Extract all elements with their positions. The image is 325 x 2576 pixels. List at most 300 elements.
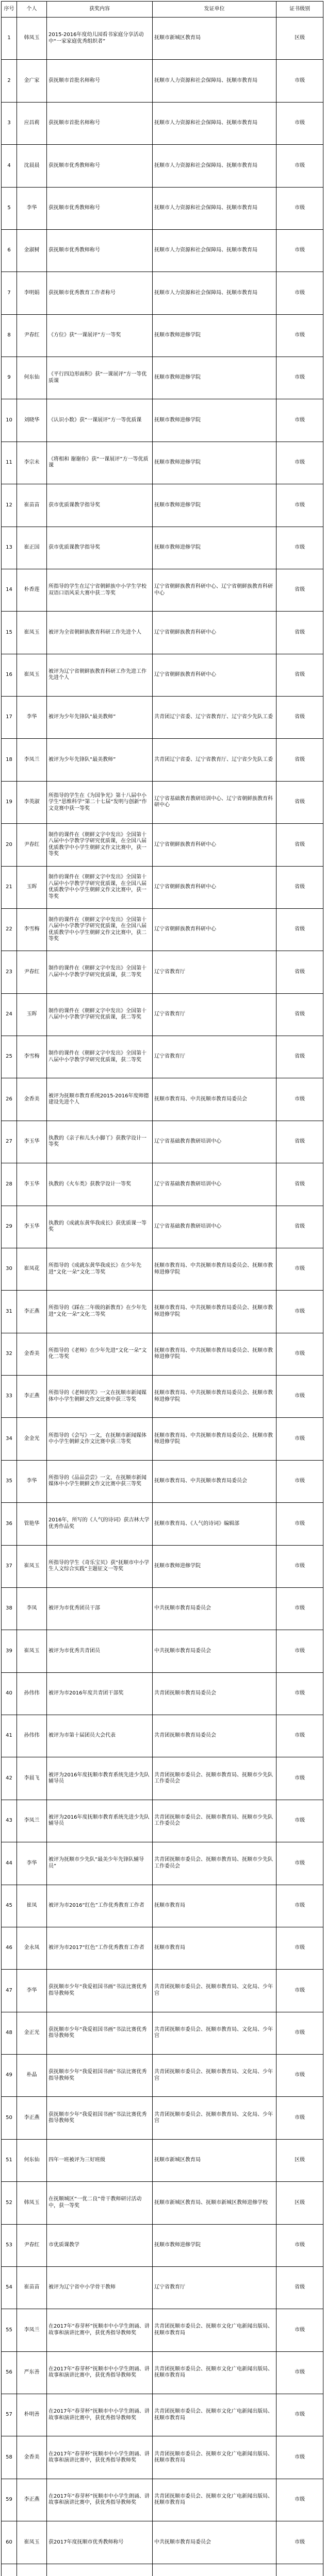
header-cell-no: 序号 — [2, 2, 17, 18]
cell-award: 制作的课件在《朝鲜文字中发出》全国第十八届中小学教学学研究优质课，获二等奖 — [47, 993, 153, 1036]
cell-no: 23 — [2, 951, 17, 993]
cell-name: 崔凤花 — [17, 1248, 47, 1290]
cell-issuer: 抚顺市新城区教育局 — [153, 2139, 277, 2181]
cell-issuer: 抚顺市人力资源和社会保障局、抚顺市教育局 — [153, 187, 277, 229]
table-body — [2, 18, 323, 2576]
cell-name: 朴晶 — [17, 2055, 47, 2097]
cell-level: 省级 — [277, 1036, 323, 1078]
cell-name: 崔凤玉 — [17, 2521, 47, 2564]
cell-award: 被评为少年先锋队“最美教师” — [47, 739, 153, 781]
table-row — [2, 951, 323, 993]
cell-no: 6 — [2, 229, 17, 272]
table-row — [2, 2182, 323, 2224]
table-row — [2, 442, 323, 484]
cell-award: 获抚顺市少年“我爱祖国书画”书法比赛优秀指导教师奖 — [47, 1970, 153, 2012]
table-row — [2, 654, 323, 696]
cell-name: 孙伟伟 — [17, 1672, 47, 1715]
cell-level: 省级 — [277, 697, 323, 739]
cell-issuer: 共青团抚顺市委员会、抚顺市教育局、文化局、少年宫 — [153, 1970, 277, 2012]
cell-issuer: 抚顺市教育局、中共抚顺市教育局委员会、抚顺市教师进修学院 — [153, 1248, 277, 1290]
cell-issuer: 共青团抚顺市教育局委员会 — [153, 1672, 277, 1715]
cell-award: 获抚顺市首批名师称号 — [47, 102, 153, 144]
table-row — [2, 2139, 323, 2181]
cell-issuer: 抚顺市教师进修学院 — [153, 357, 277, 399]
cell-no: 13 — [2, 527, 17, 569]
cell-award: 所指导的学生在辽宁省朝鲜族中小学生学校双语口语风采大赛中获二等奖 — [47, 569, 153, 611]
cell-name: 管艳华 — [17, 1503, 47, 1545]
cell-no: 14 — [2, 569, 17, 611]
cell-level: 市级 — [277, 145, 323, 187]
cell-name: 李凤兰 — [17, 1800, 47, 1842]
cell-no: 34 — [2, 1418, 17, 1460]
cell-award: 被评为市优秀共青团员 — [47, 1630, 153, 1672]
cell-level: 省级 — [277, 951, 323, 993]
header-cell-level: 证书级别 — [277, 2, 323, 18]
table-row — [2, 1333, 323, 1375]
cell-name: 李正燕 — [17, 1376, 47, 1418]
cell-issuer: 中共抚顺市教育局委员会 — [153, 1587, 277, 1630]
table-row — [2, 739, 323, 781]
cell-level: 市级 — [277, 2055, 323, 2097]
cell-issuer: 抚顺市教育局、中共抚顺市教育局委员会、抚顺市教师进修学院 — [153, 1376, 277, 1418]
table-row — [2, 1587, 323, 1630]
cell-level: 市级 — [277, 2521, 323, 2564]
cell-award: 执教的《亲子和儿头小脚丫》获教学设计一等奖 — [47, 1121, 153, 1163]
cell-name: 李宗未 — [17, 442, 47, 484]
cell-name: 严东善 — [17, 2351, 47, 2394]
cell-level: 省级 — [277, 739, 323, 781]
cell-award: 在2017年“春芽杯”抚顺市中小学生朗诵、讲故事和演讲比赛中，获优秀指导教师奖 — [47, 2351, 153, 2394]
table-row — [2, 2351, 323, 2394]
cell-issuer: 共青团抚顺市委员会、抚顺市文化广电新闻出版局、抚顺市教育局 — [153, 2351, 277, 2394]
table-row — [2, 1036, 323, 1078]
cell-issuer: 抚顺市人力资源和社会保障局、抚顺市教育局 — [153, 272, 277, 314]
cell-no: 28 — [2, 1163, 17, 1206]
cell-issuer: 辽宁省教育厅 — [153, 951, 277, 993]
table-row — [2, 1248, 323, 1290]
cell-level: 市级 — [277, 1757, 323, 1800]
cell-issuer: 抚顺市教师进修学院 — [153, 484, 277, 527]
cell-no: 4 — [2, 145, 17, 187]
cell-level: 市级 — [277, 1715, 323, 1757]
cell-issuer: 共青团抚顺市委员会、抚顺市文化广电新闻出版局、抚顺市教育局 — [153, 2479, 277, 2521]
cell-name: 金永凤 — [17, 1927, 47, 1969]
cell-no: 50 — [2, 2097, 17, 2139]
cell-name: 李玉华 — [17, 1206, 47, 1248]
cell-award: 被评为2016年度抚顺市教育系统先进少先队辅导员 — [47, 1800, 153, 1842]
cell-award: 被评为市第十届团员大会代表 — [47, 1715, 153, 1757]
table-row — [2, 908, 323, 951]
table-row — [2, 824, 323, 866]
table-row — [2, 2224, 323, 2266]
cell-issuer: 共青团抚顺市委员会、抚顺市教育局、抚顺市少先队工作委员会 — [153, 1842, 277, 1885]
cell-no: 3 — [2, 102, 17, 144]
table-row — [2, 1291, 323, 1333]
cell-award: 所指导的《踩在二年级的新教育》在少年先进“文化一朵”文化二等奖 — [47, 1291, 153, 1333]
cell-award: 被评为抚顺市教育系统2015-2016年度师德建设先进个人 — [47, 1078, 153, 1121]
cell-award: 在抚顺城区“一优二良”骨干教师研讨活动中，获一等奖 — [47, 2182, 153, 2224]
cell-award: 获抚顺市优秀教师称号 — [47, 229, 153, 272]
table-row — [2, 1503, 323, 1545]
cell-name: 玉晖 — [17, 993, 47, 1036]
cell-issuer: 抚顺市教师进修学院 — [153, 1545, 277, 1587]
cell-name: 李凤兰 — [17, 2309, 47, 2351]
cell-no: 2 — [2, 60, 17, 102]
cell-award: 被评为少年先锋队“最美教师” — [47, 697, 153, 739]
cell-issuer: 共青团辽宁省委、辽宁省教育厅、辽宁省少先队工委 — [153, 697, 277, 739]
cell-issuer: 抚顺市教育局、中共抚顺市教育局委员会、抚顺市教师进修学院 — [153, 1418, 277, 1460]
cell-issuer: 辽宁省朝鲜族教育科研中心 — [153, 654, 277, 696]
cell-issuer: 中共抚顺市教育局委员会 — [153, 2521, 277, 2564]
cell-award: 所指导的《会写》一文，在抚顺市新闻媒体中小学生朝鲜文作文比赛中获三等奖 — [47, 1418, 153, 1460]
cell-name: 李英淑 — [17, 781, 47, 823]
cell-name: 金正光 — [17, 2012, 47, 2054]
cell-level: 省级 — [277, 612, 323, 654]
cell-no: 31 — [2, 1291, 17, 1333]
cell-no: 45 — [2, 1885, 17, 1927]
cell-award: 所指导的《老师的笑》一文在抚顺市新闻媒体中小学生朝鲜文作文比赛中获三等奖 — [47, 1376, 153, 1418]
table-row — [2, 484, 323, 527]
cell-no: 22 — [2, 908, 17, 951]
cell-name: 韩凤玉 — [17, 2182, 47, 2224]
table-row — [2, 2564, 323, 2576]
table-row — [2, 2012, 323, 2054]
cell-issuer — [153, 2564, 277, 2576]
table-row — [2, 1078, 323, 1121]
cell-level: 市级 — [277, 2436, 323, 2479]
cell-issuer: 共青团抚顺市委员会、抚顺市教育局、抚顺市少先队工作委员会 — [153, 1800, 277, 1842]
cell-name: 李正燕 — [17, 2097, 47, 2139]
cell-name: 李华 — [17, 1970, 47, 2012]
cell-name: 朴香莲 — [17, 569, 47, 611]
table-row — [2, 1206, 323, 1248]
cell-no: 59 — [2, 2479, 17, 2521]
cell-level: 市级 — [277, 1503, 323, 1545]
cell-issuer: 辽宁省基础教育教研培训中心 — [153, 1206, 277, 1248]
cell-issuer: 中共抚顺市教育局委员会 — [153, 1630, 277, 1672]
cell-name: 李雪梅 — [17, 908, 47, 951]
cell-no: 27 — [2, 1121, 17, 1163]
table-row — [2, 18, 323, 60]
table-row — [2, 1376, 323, 1418]
cell-no: 29 — [2, 1206, 17, 1248]
cell-award: 四年一班被评为三好班级 — [47, 2139, 153, 2181]
cell-level: 省级 — [277, 654, 323, 696]
cell-issuer: 抚顺市教师进修学院 — [153, 527, 277, 569]
cell-issuer: 辽宁省基础教育教研培训中心 — [153, 1121, 277, 1163]
cell-issuer: 共青团抚顺市委员会、抚顺市文化广电新闻出版局、抚顺市教育局 — [153, 2394, 277, 2436]
cell-no: 26 — [2, 1078, 17, 1121]
cell-award: 被评为辽宁省中小学骨干教师 — [47, 2266, 153, 2309]
table-row — [2, 1460, 323, 1502]
cell-name: 尹春红 — [17, 314, 47, 357]
cell-award: 《方位》获“一课展评”方一等奖 — [47, 314, 153, 357]
cell-award: 被评为市优秀团员干部 — [47, 1587, 153, 1630]
cell-award: 获市优质课教学指导奖 — [47, 527, 153, 569]
cell-name: 崔凤玉 — [17, 1630, 47, 1672]
cell-no: 56 — [2, 2351, 17, 2394]
table-row — [2, 993, 323, 1036]
cell-issuer: 抚顺市教师进修学院 — [153, 314, 277, 357]
table-row — [2, 187, 323, 229]
cell-level: 区级 — [277, 2139, 323, 2181]
cell-award: 被评为2016年度抚顺市教育系统先进少先队辅导员 — [47, 1757, 153, 1800]
cell-no: 49 — [2, 2055, 17, 2097]
cell-name: 李华 — [17, 697, 47, 739]
cell-no: 11 — [2, 442, 17, 484]
cell-award: 市优质课教学 — [47, 2224, 153, 2266]
cell-issuer: 抚顺市教师进修学院 — [153, 2224, 277, 2266]
table-row — [2, 1800, 323, 1842]
cell-award: 在2017年“春芽杯”抚顺市中小学生朗诵、讲故事和演讲比赛中，获优秀指导教师奖 — [47, 2394, 153, 2436]
cell-award: 获市优质课教学指导奖 — [47, 484, 153, 527]
cell-level: 市级 — [277, 1800, 323, 1842]
table-row — [2, 1418, 323, 1460]
cell-level: 省级 — [277, 908, 323, 951]
cell-name: 李华 — [17, 187, 47, 229]
cell-award: 获抚顺市优秀教育工作者称号 — [47, 272, 153, 314]
table-row — [2, 1970, 323, 2012]
cell-no: 42 — [2, 1757, 17, 1800]
cell-name: 李凤 — [17, 1587, 47, 1630]
cell-award: 所指导的《老师》在少年先进“文化一朵”文化二等奖 — [47, 1333, 153, 1375]
cell-award: 获抚顺市少年“我爱祖国书画”书法比赛优秀指导教师奖 — [47, 2012, 153, 2054]
cell-issuer: 抚顺市新城区教育局 — [153, 18, 277, 60]
cell-level: 市级 — [277, 1460, 323, 1502]
cell-no: 16 — [2, 654, 17, 696]
table-row — [2, 2479, 323, 2521]
cell-award: 被评为市2017“红色”工作优秀教育工作者 — [47, 1927, 153, 1969]
cell-name: 李明娟 — [17, 272, 47, 314]
cell-award: 执教的《火车类》获教学设计一等奖 — [47, 1163, 153, 1206]
cell-issuer: 抚顺市教师进修学院 — [153, 399, 277, 442]
table-row — [2, 2055, 323, 2097]
cell-level: 市级 — [277, 2224, 323, 2266]
cell-no: 18 — [2, 739, 17, 781]
cell-issuer: 共青团抚顺市委员会、抚顺市教育局、文化局、少年宫 — [153, 2012, 277, 2054]
cell-no: 19 — [2, 781, 17, 823]
cell-award: 《将相和 谢谢你》获“一课展评”方一等优质课 — [47, 442, 153, 484]
cell-name: 玉晖 — [17, 866, 47, 908]
cell-issuer: 辽宁省基础教育教研培训中心、辽宁省朝鲜族教育科研中心 — [153, 781, 277, 823]
cell-name: 李玉华 — [17, 1163, 47, 1206]
cell-no: 1 — [2, 18, 17, 60]
cell-level: 市级 — [277, 102, 323, 144]
table-row — [2, 781, 323, 823]
cell-no: 47 — [2, 1970, 17, 2012]
cell-issuer: 抚顺市教育局 — [153, 1927, 277, 1969]
cell-no: 36 — [2, 1503, 17, 1545]
cell-no: 41 — [2, 1715, 17, 1757]
cell-no: 5 — [2, 187, 17, 229]
cell-award — [47, 2564, 153, 2576]
cell-name: 崔凤玉 — [17, 654, 47, 696]
cell-name: 崔凤 — [17, 1885, 47, 1927]
cell-award: 在2017年“春芽杯”抚顺市中小学生朗诵、讲故事和演讲比赛中，获优秀指导教师奖 — [47, 2479, 153, 2521]
header-cell-award: 获奖内容 — [47, 2, 153, 18]
cell-no: 39 — [2, 1630, 17, 1672]
cell-name: 金淑树 — [17, 229, 47, 272]
cell-no: 7 — [2, 272, 17, 314]
cell-name: 应昌莉 — [17, 102, 47, 144]
cell-award: 所指导的学生在《为国争光》第十八届中小学生“思维科学”第二十七届“发明与创新”作文竞赛中获一等奖 — [47, 781, 153, 823]
cell-name: 刘晓华 — [17, 399, 47, 442]
cell-no: 43 — [2, 1800, 17, 1842]
cell-name — [17, 2564, 47, 2576]
cell-name: 尹春红 — [17, 824, 47, 866]
table-row — [2, 1121, 323, 1163]
cell-issuer: 共青团抚顺市委员会、抚顺市文化广电新闻出版局、抚顺市教育局 — [153, 2436, 277, 2479]
cell-award: 所指导的《成就东黄华我成长》在少年先进“文化一朵”文化二等奖 — [47, 1248, 153, 1290]
cell-no: 52 — [2, 2182, 17, 2224]
cell-no: 33 — [2, 1376, 17, 1418]
cell-level: 市级 — [277, 442, 323, 484]
cell-name: 金香美 — [17, 1078, 47, 1121]
cell-level: 市级 — [277, 399, 323, 442]
cell-no: 32 — [2, 1333, 17, 1375]
cell-no: 9 — [2, 357, 17, 399]
cell-level: 市级 — [277, 1842, 323, 1885]
cell-level: 市级 — [277, 1587, 323, 1630]
cell-name: 金香美 — [17, 2436, 47, 2479]
cell-award: 《认识小数》获“一课展评”方一等优质课 — [47, 399, 153, 442]
cell-name: 崔苗苗 — [17, 2266, 47, 2309]
cell-award: 获抚顺市优秀教师称号 — [47, 187, 153, 229]
cell-award: 执教的《成就东黄华我成长》获优质课一等奖 — [47, 1206, 153, 1248]
cell-no: 15 — [2, 612, 17, 654]
table-row — [2, 2309, 323, 2351]
cell-level: 市级 — [277, 2012, 323, 2054]
cell-level: 市级 — [277, 1248, 323, 1290]
cell-award: 制作的课件在《朝鲜文字中发出》全国第十八届中小学教学学研究优质课，获二等奖 — [47, 1036, 153, 1078]
cell-issuer: 抚顺市教育局、《人气的诗词》编辑部 — [153, 1503, 277, 1545]
cell-issuer: 抚顺市新城区教育局、抚顺市新城区教师进修学校 — [153, 2182, 277, 2224]
cell-issuer: 共青团抚顺市委员会、抚顺市教育局、文化局、少年宫 — [153, 2097, 277, 2139]
cell-name: 李凤兰 — [17, 739, 47, 781]
cell-name: 孙伟伟 — [17, 1715, 47, 1757]
table-row — [2, 1630, 323, 1672]
cell-level: 市级 — [277, 2351, 323, 2394]
cell-level: 市级 — [277, 2394, 323, 2436]
cell-level — [277, 2564, 323, 2576]
cell-award: 制作的课件在《朝鲜文字中发出》全国第十八届中小学教学学研究优质课，在全国八届优质教学中小学生朝鲜文作文比赛中，获一等奖 — [47, 866, 153, 908]
cell-name: 朴明善 — [17, 2394, 47, 2436]
table-row — [2, 145, 323, 187]
cell-name: 何东仙 — [17, 357, 47, 399]
cell-level: 市级 — [277, 229, 323, 272]
cell-issuer: 抚顺市人力资源和社会保障局、抚顺市教育局 — [153, 145, 277, 187]
awards-table — [1, 1, 323, 2576]
cell-issuer: 辽宁省基础教育教研培训中心 — [153, 1163, 277, 1206]
cell-name: 李华 — [17, 1842, 47, 1885]
cell-award: 获抚顺市少年“我爱祖国书画”书法比赛优秀指导教师奖 — [47, 2097, 153, 2139]
cell-level: 区级 — [277, 18, 323, 60]
cell-level: 省级 — [277, 569, 323, 611]
table-row — [2, 1672, 323, 1715]
cell-name: 尹春红 — [17, 2224, 47, 2266]
cell-no: 58 — [2, 2436, 17, 2479]
cell-no: 20 — [2, 824, 17, 866]
cell-level: 市级 — [277, 60, 323, 102]
table-row — [2, 2097, 323, 2139]
cell-name: 金金光 — [17, 1418, 47, 1460]
cell-level: 市级 — [277, 1970, 323, 2012]
table-row — [2, 399, 323, 442]
cell-award: 制作的课件在《朝鲜文字中发出》全国第十八届中小学教学学研究优质课，在全国八届优质教学中小学生朝鲜文作文比赛中，获一等奖 — [47, 824, 153, 866]
table-row — [2, 2394, 323, 2436]
cell-level: 市级 — [277, 187, 323, 229]
cell-level: 市级 — [277, 1927, 323, 1969]
cell-issuer: 共青团抚顺市委员会、抚顺市教育局、文化局、少年宫 — [153, 2055, 277, 2097]
cell-level: 市级 — [277, 314, 323, 357]
cell-name: 金香美 — [17, 1333, 47, 1375]
cell-award: 被评为辽宁省朝鲜族教育科研工作先进工作先进个人 — [47, 654, 153, 696]
cell-name: 崔苗苗 — [17, 484, 47, 527]
cell-award: 在2017年“春芽杯”抚顺市中小学生朗诵、讲故事和演讲比赛中，获优秀指导教师奖 — [47, 2436, 153, 2479]
cell-issuer: 辽宁省朝鲜族教育科研中心 — [153, 908, 277, 951]
cell-level: 省级 — [277, 1163, 323, 1206]
cell-name: 李正燕 — [17, 2479, 47, 2521]
cell-award: 制作的课件在《朝鲜文字中发出》全国第十八届中小学教学学研究优质课，在全国八届优质教学中小学生朝鲜文作文比赛中，获二等奖 — [47, 908, 153, 951]
cell-no: 30 — [2, 1248, 17, 1290]
cell-no: 46 — [2, 1927, 17, 1969]
table-row — [2, 60, 323, 102]
cell-no: 17 — [2, 697, 17, 739]
cell-no: 40 — [2, 1672, 17, 1715]
cell-award: 获抚顺市优秀教师称号 — [47, 145, 153, 187]
cell-no: 25 — [2, 1036, 17, 1078]
table-row — [2, 1885, 323, 1927]
cell-level: 市级 — [277, 1291, 323, 1333]
cell-no: 60 — [2, 2521, 17, 2564]
cell-level: 市级 — [277, 2097, 323, 2139]
cell-level: 市级 — [277, 272, 323, 314]
cell-issuer: 共青团辽宁省委、辽宁省教育厅、辽宁省少先队工委 — [153, 739, 277, 781]
cell-issuer: 抚顺市教育局、中共抚顺市教育局委员会、抚顺市教师进修学院 — [153, 1291, 277, 1333]
cell-level: 市级 — [277, 1630, 323, 1672]
cell-issuer: 共青团抚顺市委员会、抚顺市文化广电新闻出版局、抚顺市教育局 — [153, 2309, 277, 2351]
table-row — [2, 1545, 323, 1587]
table-row — [2, 1842, 323, 1885]
header-cell-issuer: 发证单位 — [153, 2, 277, 18]
cell-no: 8 — [2, 314, 17, 357]
table-row — [2, 569, 323, 611]
cell-award: 2015-2016年度幼儿园看书家庭分享活动中“一家家庭优秀组织者” — [47, 18, 153, 60]
table-row — [2, 1163, 323, 1206]
cell-name: 李正燕 — [17, 1291, 47, 1333]
cell-level: 省级 — [277, 781, 323, 823]
cell-no: 38 — [2, 1587, 17, 1630]
table-row — [2, 697, 323, 739]
cell-issuer: 辽宁省朝鲜族教育科研中心 — [153, 612, 277, 654]
cell-no: 12 — [2, 484, 17, 527]
cell-no: 35 — [2, 1460, 17, 1502]
cell-award: 所指导的学生《奇乐宝贝》获“抚顺市中小学生人文综合实践”主题征文一等奖 — [47, 1545, 153, 1587]
cell-level: 省级 — [277, 1121, 323, 1163]
cell-level: 市级 — [277, 1672, 323, 1715]
table-row — [2, 2521, 323, 2564]
cell-issuer: 抚顺市人力资源和社会保障局、抚顺市教育局 — [153, 102, 277, 144]
table-row — [2, 612, 323, 654]
cell-issuer: 抚顺市教育局、中共抚顺市教育局委员会 — [153, 1460, 277, 1502]
cell-level: 市级 — [277, 357, 323, 399]
cell-name: 尹春红 — [17, 951, 47, 993]
header-row — [2, 2, 323, 18]
cell-level: 省级 — [277, 824, 323, 866]
header-cell-name: 个人 — [17, 2, 47, 18]
cell-no: 10 — [2, 399, 17, 442]
table-row — [2, 527, 323, 569]
